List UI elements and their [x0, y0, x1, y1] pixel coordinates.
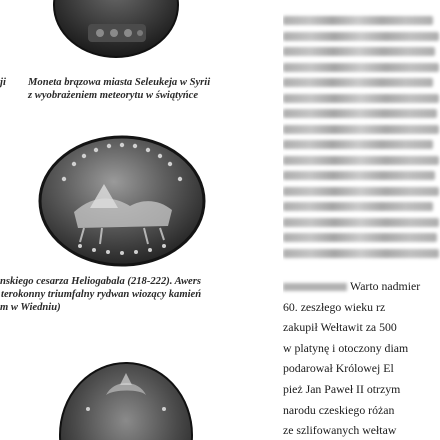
caption-heliogabal — [0, 275, 201, 314]
body-paragraph — [283, 276, 440, 440]
blurred-word — [283, 283, 347, 291]
heliogabal-coin-image — [34, 134, 210, 268]
caption-fragment-left: ji — [0, 77, 6, 88]
body-line-6: pież Jan Paweł II otrzym — [283, 381, 401, 396]
body-line-1: Warto nadmier — [283, 276, 440, 297]
body-line-5: podarował Królowej El — [283, 361, 394, 376]
caption-heliogabal-line-1: nskiego cesarza Heliogabala (218-222). Awers — [0, 276, 201, 287]
right-column-text — [283, 0, 440, 440]
body-line-4: w platynę i otoczony diam — [283, 340, 409, 355]
third-coin-image — [54, 355, 204, 440]
caption-seleukeja-line-1: Moneta brązowa miasta Seleukeja w Syrii — [28, 77, 211, 88]
body-line-3: zakupił Wełtawit za 500 — [283, 320, 397, 335]
caption-heliogabal-line-3: m w Wiedniu) — [0, 302, 61, 313]
caption-heliogabal-line-2: terokonny triumfalny rydwan wiozący kamień — [1, 289, 202, 300]
blurred-text-block — [283, 16, 440, 264]
body-line-2: 60. zeszłego wieku rz — [283, 299, 386, 314]
body-line-8: ze szlifowanych wełtaw — [283, 423, 397, 438]
caption-seleukeja — [28, 76, 210, 102]
caption-seleukeja-line-2: z wyobrażeniem meteorytu w świątyńce — [28, 90, 199, 101]
seleukeja-coin-image — [38, 0, 198, 60]
body-line-7: narodu czeskiego różan — [283, 402, 395, 417]
